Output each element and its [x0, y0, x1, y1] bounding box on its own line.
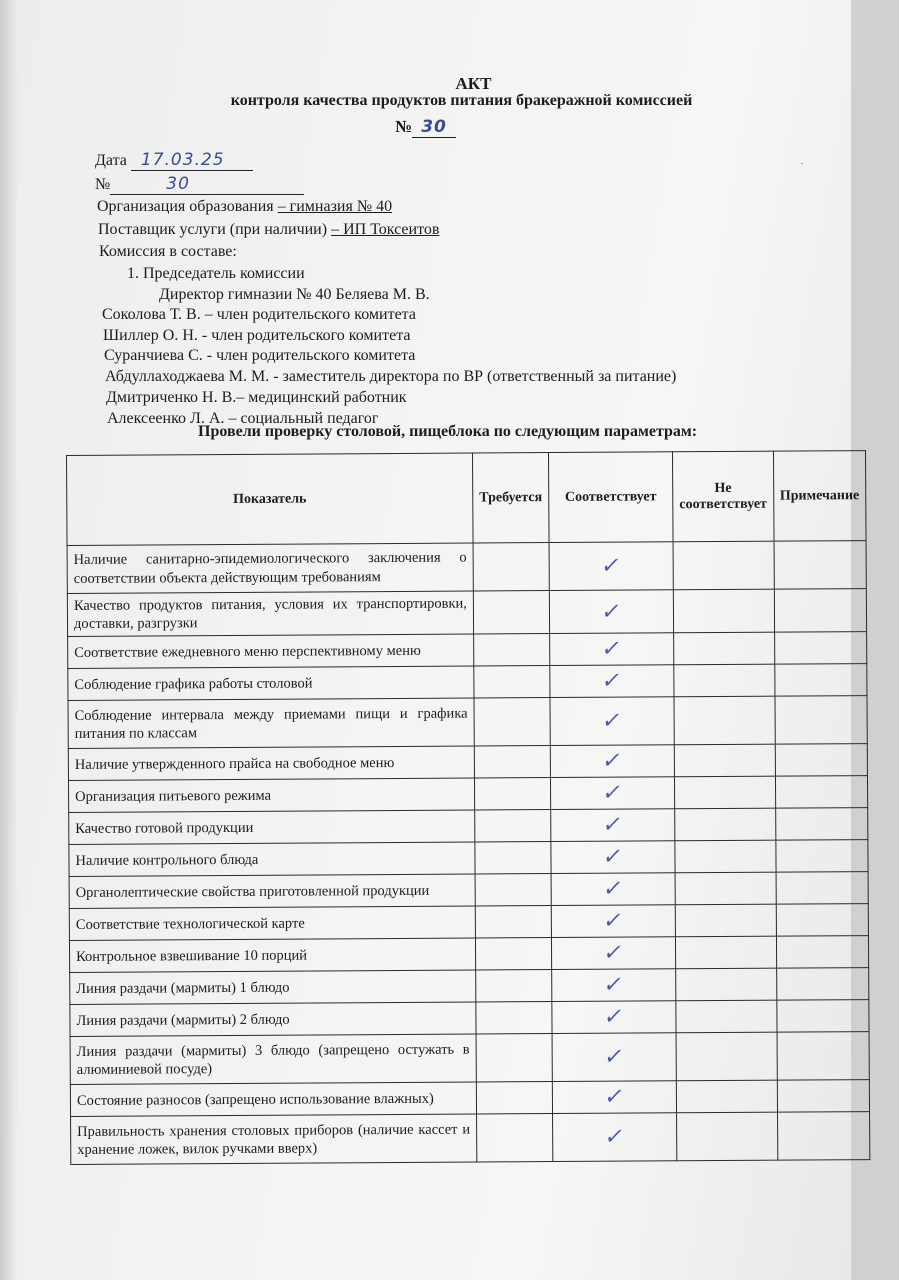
- row-noncompliant: [675, 936, 776, 969]
- table-row: [70, 1032, 869, 1085]
- table-row: [70, 1080, 869, 1117]
- row-indicator: Соответствие ежедневного меню перспективному меню: [68, 634, 474, 668]
- row-note: [776, 968, 869, 1001]
- row-note: [775, 840, 868, 873]
- table-row: [69, 872, 868, 909]
- row-noncompliant: [674, 664, 775, 697]
- row-note: [777, 1080, 870, 1113]
- row-required: [474, 746, 550, 778]
- member-3: Суранчиева С. - член родительского комитета: [104, 347, 416, 364]
- row-note: [776, 936, 869, 969]
- row-indicator: Соответствие технологической карте: [69, 906, 475, 940]
- doc-title: АКТ: [455, 74, 492, 93]
- row-noncompliant: [675, 872, 776, 905]
- row-indicator: Качество готовой продукции: [69, 810, 475, 844]
- checkmark-icon: ✓: [599, 553, 623, 579]
- row-compliant: [551, 809, 675, 842]
- supplier-label: Поставщик услуги (при наличии): [98, 221, 328, 238]
- row-indicator: Наличие контрольного блюда: [69, 842, 475, 876]
- row-required: [476, 1034, 552, 1082]
- header-indicator: Показатель: [67, 453, 474, 545]
- checkmark-icon: ✓: [602, 1124, 627, 1150]
- row-compliant: [551, 873, 675, 906]
- row-compliant: [552, 969, 676, 1002]
- row-noncompliant: [673, 541, 774, 590]
- date-field: [95, 150, 253, 171]
- row-noncompliant: [675, 840, 776, 873]
- row-required: [477, 1114, 553, 1162]
- table-row: [68, 776, 867, 813]
- member-2: Шиллер О. Н. - член родительского комитета: [103, 327, 411, 344]
- row-required: [475, 842, 551, 874]
- header-required: Требуется: [472, 453, 548, 543]
- row-note: [776, 872, 869, 905]
- header-noncompliant: Не соответствует: [673, 451, 774, 542]
- number2-value: 30: [110, 174, 304, 195]
- checkmark-icon: ✓: [601, 844, 625, 870]
- row-noncompliant: [676, 968, 777, 1001]
- row-indicator: Соблюдение интервала между приемами пищи и графика питания по классам: [68, 698, 474, 748]
- row-compliant: [552, 1113, 676, 1162]
- checkmark-icon: ✓: [600, 780, 625, 806]
- row-note: [774, 589, 867, 633]
- section-title: Провели проверку столовой, пищеблока по следующим параметрам:: [198, 423, 698, 440]
- table-row: [71, 1112, 870, 1165]
- row-indicator: Наличие утвержденного прайса на свободное меню: [68, 746, 474, 780]
- doc-number-label: №: [394, 117, 413, 136]
- supplier-field: [98, 221, 439, 239]
- checkmark-icon: ✓: [600, 748, 625, 774]
- row-noncompliant: [674, 744, 775, 777]
- row-indicator: Контрольное взвешивание 10 порций: [69, 938, 475, 972]
- number2-label: №: [95, 176, 111, 193]
- row-indicator: Соблюдение графика работы столовой: [68, 666, 474, 700]
- member-4: Абдуллаходжаева М. М. - заместитель директора по ВР (ответственный за питание): [105, 368, 677, 385]
- table-row: [70, 1000, 869, 1037]
- number2-field: [95, 174, 304, 195]
- member-1: Соколова Т. В. – член родительского комитета: [102, 306, 416, 323]
- table-row: [69, 904, 868, 941]
- checkmark-icon: ✓: [602, 1084, 627, 1110]
- row-note: [776, 904, 869, 937]
- row-indicator: Организация питьевого режима: [68, 778, 474, 812]
- header-note: Примечание: [773, 451, 866, 542]
- row-required: [476, 1082, 552, 1114]
- commission-label: Комиссия в составе:: [99, 243, 237, 260]
- checkmark-icon: ✓: [599, 599, 624, 625]
- date-value: 17.03.25: [131, 150, 253, 171]
- row-note: [774, 632, 867, 665]
- row-noncompliant: [676, 1000, 777, 1033]
- member-0: Директор гимназии № 40 Беляева М. В.: [159, 286, 430, 303]
- row-note: [775, 808, 868, 841]
- supplier-value: – ИП Токсеитов: [331, 221, 440, 238]
- doc-number: [0, 117, 851, 138]
- table-row: [67, 589, 866, 637]
- row-noncompliant: [675, 904, 776, 937]
- row-required: [473, 543, 549, 591]
- row-note: [775, 744, 868, 777]
- row-noncompliant: [674, 696, 775, 745]
- row-note: [777, 1032, 870, 1081]
- row-required: [476, 970, 552, 1002]
- member-6: Алексеенко Л. А. – социальный педагог: [107, 410, 379, 427]
- row-compliant: [552, 1001, 676, 1034]
- row-indicator: Линия раздачи (мармиты) 3 блюдо (запрещено остужать в алюминиевой посуде): [70, 1034, 476, 1084]
- table-row: [69, 808, 868, 845]
- row-noncompliant: [677, 1112, 778, 1161]
- checkmark-icon: ✓: [600, 668, 624, 694]
- table-row: [67, 541, 866, 594]
- table-row: [68, 744, 867, 781]
- checkmark-icon: ✓: [602, 1004, 626, 1030]
- org-value: – гимназия № 40: [277, 198, 393, 215]
- table-header-row: [67, 451, 867, 546]
- row-compliant: [549, 590, 673, 634]
- row-indicator: Линия раздачи (мармиты) 1 блюдо: [70, 970, 476, 1004]
- row-note: [775, 696, 868, 745]
- row-required: [476, 1002, 552, 1034]
- row-noncompliant: [675, 808, 776, 841]
- inspection-table: [66, 450, 870, 1165]
- table-row: [69, 936, 868, 973]
- row-required: [475, 906, 551, 938]
- row-note: [775, 776, 868, 809]
- row-required: [475, 938, 551, 970]
- row-required: [474, 634, 550, 666]
- page-shadow: [0, 0, 18, 1280]
- org-label: Организация образования: [97, 198, 274, 215]
- checkmark-icon: ✓: [602, 1044, 626, 1070]
- checkmark-icon: ✓: [601, 940, 626, 966]
- checkmark-icon: ✓: [601, 972, 626, 998]
- row-compliant: [549, 633, 673, 666]
- table-row: [68, 632, 867, 669]
- row-compliant: [551, 905, 675, 938]
- row-compliant: [551, 841, 675, 874]
- row-required: [473, 591, 549, 635]
- doc-subtitle: контроля качества продуктов питания бракеражной комиссией: [230, 92, 693, 109]
- row-required: [474, 778, 550, 810]
- table-row: [68, 664, 867, 701]
- row-indicator: Качество продуктов питания, условия их транспортировки, доставки, разгрузки: [67, 591, 473, 637]
- row-noncompliant: [674, 632, 775, 665]
- row-noncompliant: [676, 1080, 777, 1113]
- chair-label: 1. Председатель комиссии: [127, 265, 305, 282]
- table-body: [67, 541, 870, 1165]
- org-field: [97, 198, 392, 216]
- row-noncompliant: [676, 1032, 777, 1081]
- row-note: [776, 1000, 869, 1033]
- doc-number-value: 30: [412, 117, 456, 138]
- member-5: Дмитриченко Н. В.– медицинский работник: [106, 389, 407, 406]
- row-indicator: Линия раздачи (мармиты) 2 блюдо: [70, 1002, 476, 1036]
- row-compliant: [551, 937, 675, 970]
- row-noncompliant: [673, 589, 774, 633]
- table-row: [68, 696, 867, 749]
- row-required: [475, 810, 551, 842]
- table-row: [70, 968, 869, 1005]
- table-row: [69, 840, 868, 877]
- checkmark-icon: ✓: [600, 708, 624, 734]
- date-label: Дата: [95, 152, 127, 169]
- row-indicator: Органолептические свойства приготовленной продукции: [69, 874, 475, 908]
- row-required: [474, 698, 550, 746]
- row-required: [474, 666, 550, 698]
- row-note: [774, 541, 867, 590]
- row-required: [475, 874, 551, 906]
- row-indicator: Правильность хранения столовых приборов (наличие кассет и хранение ложек, вилок ручками вверх): [71, 1114, 477, 1164]
- row-compliant: [552, 1081, 676, 1114]
- checkmark-icon: ✓: [600, 812, 625, 838]
- checkmark-icon: ✓: [601, 876, 625, 902]
- row-indicator: Наличие санитарно-эпидемиологического заключения о соответствии объекта действующим требованиям: [67, 543, 473, 593]
- row-noncompliant: [675, 776, 776, 809]
- row-note: [774, 664, 867, 697]
- checkmark-icon: ✓: [599, 636, 624, 662]
- row-compliant: [550, 777, 674, 810]
- row-compliant: [550, 697, 674, 746]
- row-compliant: [550, 745, 674, 778]
- row-compliant: [550, 665, 674, 698]
- checkmark-icon: ✓: [601, 908, 626, 934]
- row-indicator: Состояние разносов (запрещено использование влажных): [70, 1082, 476, 1116]
- header-compliant: Соответствует: [548, 452, 673, 543]
- row-note: [777, 1112, 870, 1161]
- row-compliant: [552, 1033, 676, 1082]
- row-compliant: [549, 542, 673, 591]
